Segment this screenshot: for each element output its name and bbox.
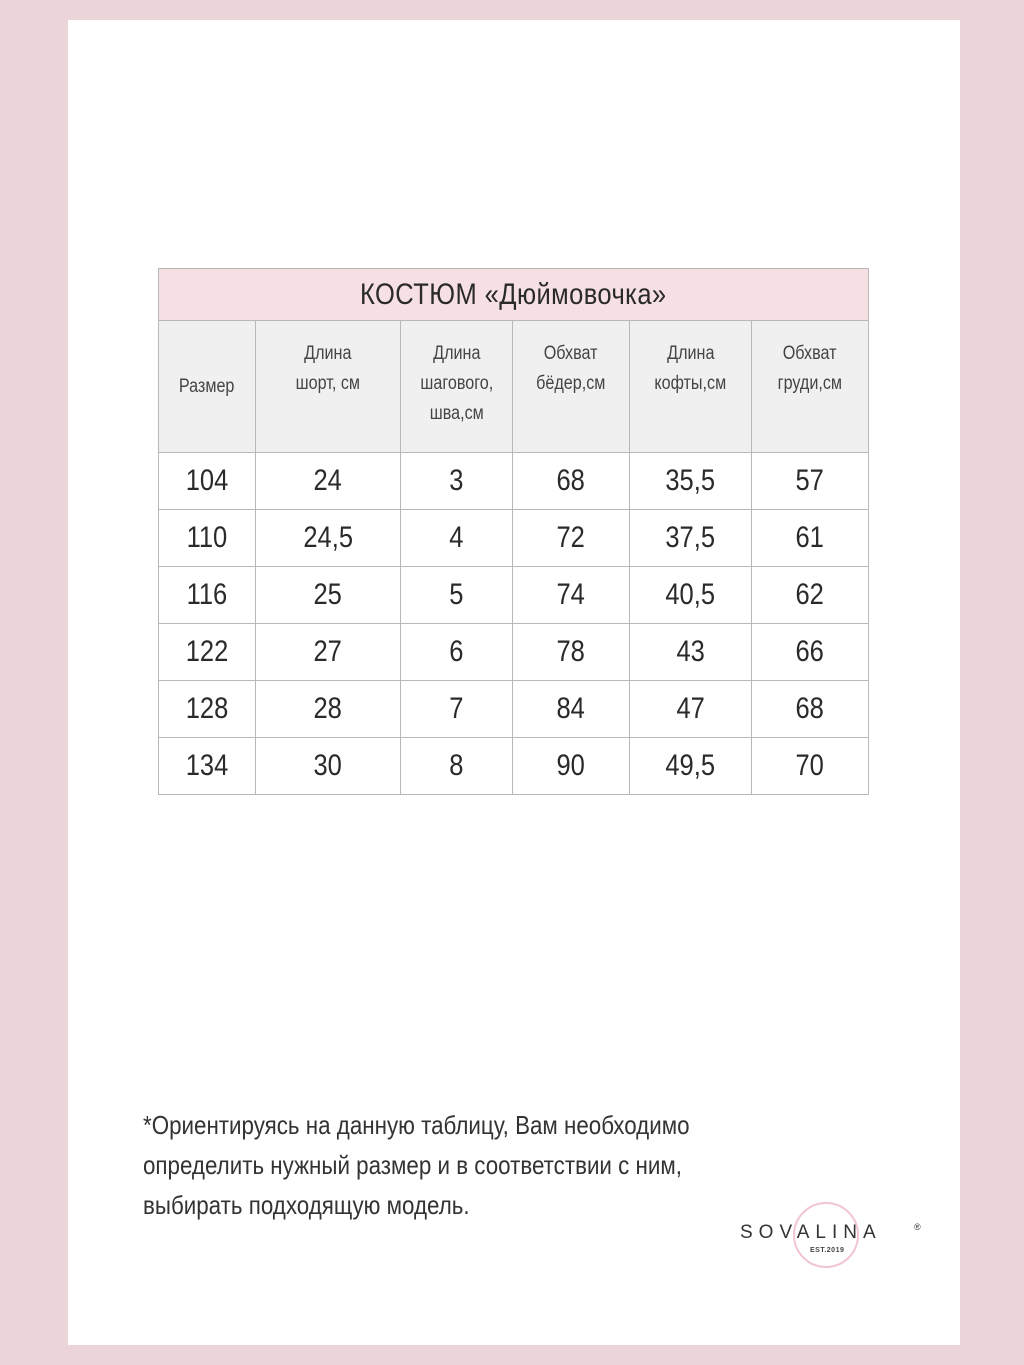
cell-value: 30: [313, 749, 343, 782]
cell-value: 24,5: [303, 521, 353, 554]
cell-size: [159, 624, 256, 681]
cell-size: [159, 681, 256, 738]
cell: [752, 738, 869, 795]
logo-wordmark: SOVALINA: [740, 1222, 882, 1243]
registered-mark: ®: [914, 1222, 921, 1232]
note-line-2: определить нужный размер и в соответствии с ним,: [143, 1150, 682, 1180]
header-chest-girth: [752, 321, 869, 453]
cell: [752, 510, 869, 567]
header-hip-girth: [513, 321, 630, 453]
header-line: Обхват: [544, 343, 598, 364]
header-line: Обхват: [783, 343, 837, 364]
table-title-row: [159, 269, 869, 321]
cell: [630, 510, 752, 567]
header-line: груди,см: [777, 373, 843, 394]
header-line: Длина: [432, 343, 481, 364]
header-size-label: Размер: [179, 375, 235, 397]
cell-size: [159, 510, 256, 567]
cell-value: 35,5: [665, 464, 716, 497]
cell-value: 116: [186, 578, 228, 611]
cell-value: 134: [185, 749, 229, 782]
cell-value: 62: [795, 578, 825, 611]
cell: [401, 567, 513, 624]
cell: [401, 453, 513, 510]
cell-value: 78: [556, 635, 586, 668]
cell-value: 28: [313, 692, 343, 725]
table-row: [159, 510, 869, 567]
table-row: [159, 453, 869, 510]
cell: [630, 738, 752, 795]
header-line: шорт, см: [295, 373, 361, 394]
cell: [752, 681, 869, 738]
table-header-row: [159, 321, 869, 453]
header-line: Длина: [304, 343, 352, 364]
cell-value: 84: [556, 692, 586, 725]
table-row: [159, 567, 869, 624]
cell-value: 104: [185, 464, 229, 497]
cell: [401, 738, 513, 795]
cell-value: 110: [186, 521, 228, 554]
note-line-1: *Ориентируясь на данную таблицу, Вам необходимо: [143, 1110, 690, 1140]
table-title: [159, 269, 869, 321]
cell: [630, 567, 752, 624]
cell: [256, 738, 401, 795]
header-inseam-length: [401, 321, 513, 453]
header-line: бёдер,см: [536, 373, 606, 394]
cell-value: 6: [449, 635, 464, 668]
cell: [401, 681, 513, 738]
cell-value: 61: [795, 521, 825, 554]
cell-value: 27: [313, 635, 343, 668]
brand-logo: [740, 1200, 930, 1270]
header-top-length: [630, 321, 752, 453]
size-chart-table: [158, 268, 869, 795]
cell-value: 47: [676, 692, 705, 725]
cell-value: 72: [556, 521, 586, 554]
cell: [752, 624, 869, 681]
cell: [630, 681, 752, 738]
cell-value: 25: [313, 578, 343, 611]
table-title-text: КОСТЮМ «Дюймовочка»: [360, 277, 667, 311]
cell-value: 40,5: [665, 578, 716, 611]
cell: [630, 453, 752, 510]
cell: [256, 453, 401, 510]
cell-value: 24: [313, 464, 343, 497]
cell-value: 43: [676, 635, 705, 668]
cell: [513, 738, 630, 795]
cell-value: 5: [449, 578, 464, 611]
cell-value: 8: [449, 749, 464, 782]
cell-value: 57: [795, 464, 825, 497]
cell-value: 122: [185, 635, 229, 668]
cell: [513, 453, 630, 510]
cell: [513, 624, 630, 681]
cell: [752, 567, 869, 624]
cell-value: 4: [449, 521, 464, 554]
cell-value: 128: [185, 692, 229, 725]
note-line-3: выбирать подходящую модель.: [143, 1190, 470, 1220]
header-line: кофты,см: [654, 373, 727, 394]
cell-value: 68: [795, 692, 825, 725]
header-shorts-length: [256, 321, 401, 453]
cell-value: 3: [449, 464, 464, 497]
table-row: [159, 624, 869, 681]
header-line: шагового,: [420, 373, 493, 394]
header-line: шва,см: [429, 403, 484, 424]
logo-established: EST.2019: [810, 1247, 845, 1254]
cell-size: [159, 738, 256, 795]
cell: [256, 567, 401, 624]
cell-value: 90: [556, 749, 586, 782]
cell: [256, 681, 401, 738]
cell-size: [159, 453, 256, 510]
cell: [752, 453, 869, 510]
cell-value: 74: [556, 578, 586, 611]
header-size: [159, 321, 256, 453]
cell-value: 37,5: [665, 521, 716, 554]
cell: [256, 624, 401, 681]
cell: [513, 567, 630, 624]
cell: [513, 510, 630, 567]
cell-value: 66: [795, 635, 825, 668]
table-row: [159, 738, 869, 795]
header-line: Длина: [666, 343, 715, 364]
cell-value: 68: [556, 464, 586, 497]
cell: [256, 510, 401, 567]
cell: [513, 681, 630, 738]
cell-value: 70: [795, 749, 825, 782]
cell-value: 7: [449, 692, 464, 725]
cell: [401, 510, 513, 567]
cell-size: [159, 567, 256, 624]
cell: [630, 624, 752, 681]
table-row: [159, 681, 869, 738]
cell: [401, 624, 513, 681]
cell-value: 49,5: [665, 749, 716, 782]
